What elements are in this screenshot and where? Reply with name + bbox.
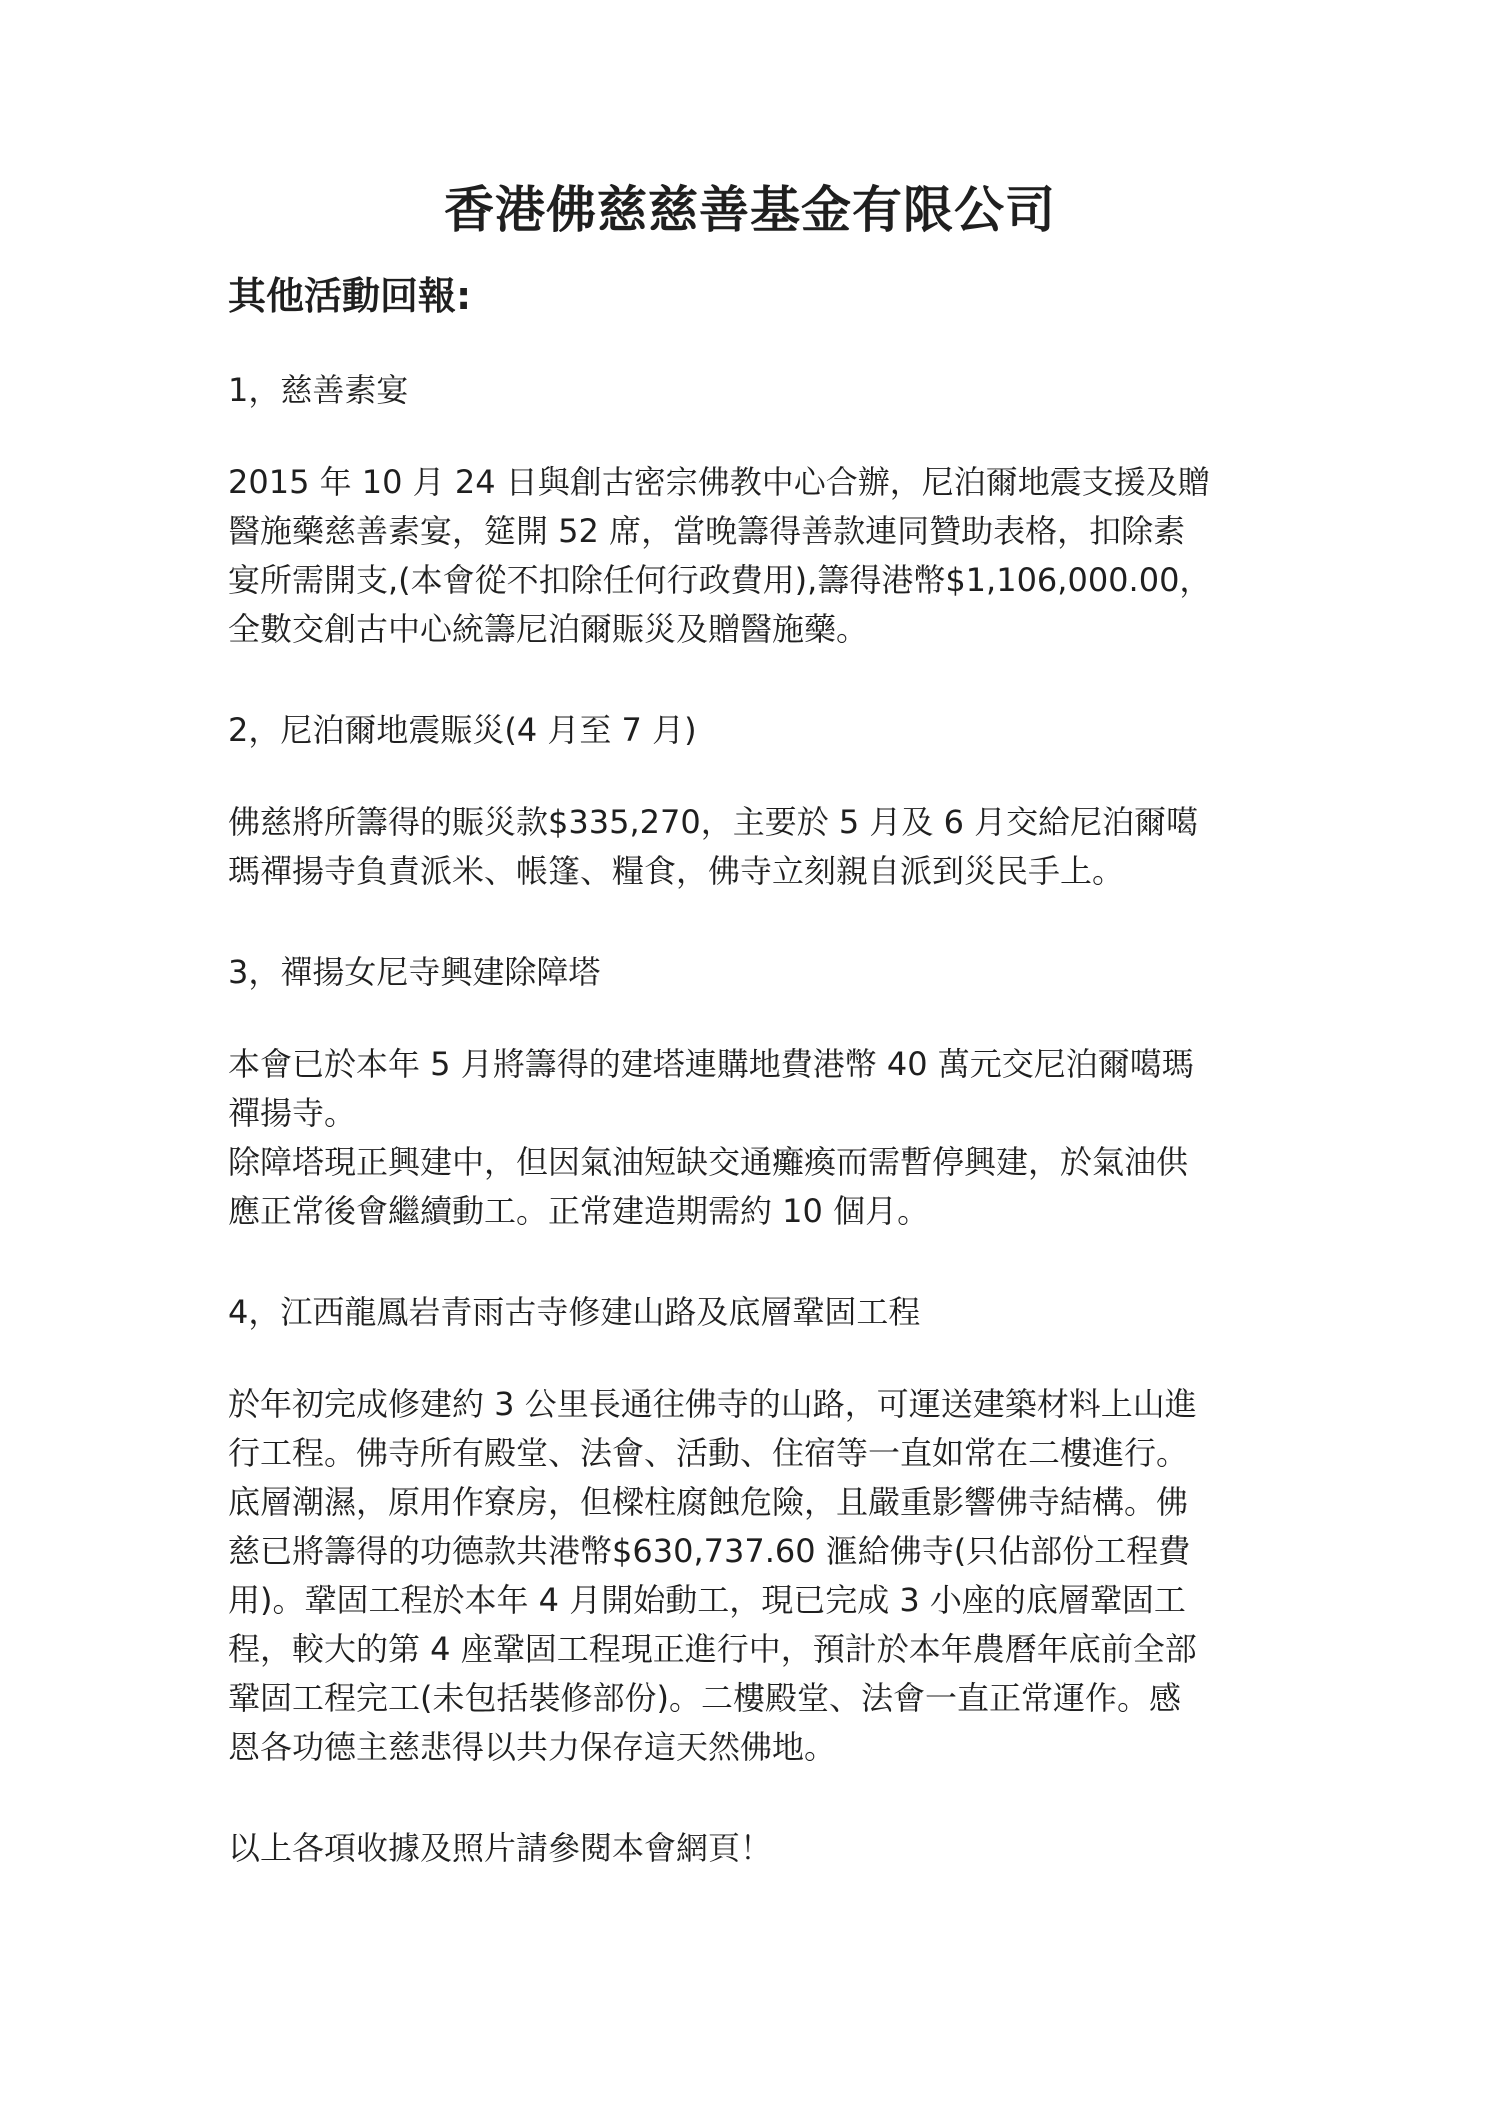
paragraph-line: 佛慈將所籌得的賑災款$335,270，主要於 5 月及 6 月交給尼泊爾噶 [228,803,1199,841]
paragraph-line: 宴所需開支,(本會從不扣除任何行政費用),籌得港幣$1,106,000.00， [228,561,1212,599]
document-title: 香港佛慈慈善基金有限公司 [444,181,1056,239]
item-paragraph-3 [228,1040,1288,1236]
paragraph-line: 禪揚寺。 [228,1094,357,1132]
item-title-1: 1，慈善素宴 [228,371,409,409]
paragraph-line: 於年初完成修建約 3 公里長通往佛寺的山路，可運送建築材料上山進 [228,1385,1197,1423]
paragraph-line: 應正常後會繼續動工。正常建造期需約 10 個月。 [228,1192,930,1230]
paragraph-line: 慈已將籌得的功德款共港幣$630,737.60 滙給佛寺(只佔部份工程費 [228,1532,1191,1570]
section-heading: 其他活動回報: [228,274,472,318]
item-paragraph-4 [228,1380,1288,1772]
item-title-2: 2，尼泊爾地震賑災(4 月至 7 月) [228,711,697,749]
paragraph-line: 除障塔現正興建中，但因氣油短缺交通癱瘓而需暫停興建，於氣油供 [228,1143,1189,1181]
paragraph-line: 底層潮濕，原用作寮房，但樑柱腐蝕危險，且嚴重影響佛寺結構。佛 [228,1483,1189,1521]
paragraph-line: 2015 年 10 月 24 日與創古密宗佛教中心合辦，尼泊爾地震支援及贈 [228,463,1210,501]
paragraph-line: 全數交創古中心統籌尼泊爾賑災及贈醫施藥。 [228,610,869,648]
item-title-3: 3，禪揚女尼寺興建除障塔 [228,953,601,991]
paragraph-line: 瑪禪揚寺負責派米、帳篷、糧食，佛寺立刻親自派到災民手上。 [228,852,1125,890]
paragraph-line: 行工程。佛寺所有殿堂、法會、活動、住宿等一直如常在二樓進行。 [228,1434,1189,1472]
item-title-4: 4，江西龍鳳岩青雨古寺修建山路及底層鞏固工程 [228,1293,921,1331]
document-body [228,368,1288,1870]
paragraph-line: 程，較大的第 4 座鞏固工程現正進行中，預計於本年農曆年底前全部 [228,1630,1197,1668]
paragraph-line: 本會已於本年 5 月將籌得的建塔連購地費港幣 40 萬元交尼泊爾噶瑪 [228,1045,1194,1083]
closing-note: 以上各項收據及照片請參閱本會網頁！ [228,1829,773,1867]
paragraph-line: 恩各功德主慈悲得以共力保存這天然佛地。 [228,1728,837,1766]
paragraph-line: 鞏固工程完工(未包括裝修部份)。二樓殿堂、法會一直正常運作。感 [228,1679,1181,1717]
item-paragraph-2 [228,798,1288,896]
paragraph-line: 用)。鞏固工程於本年 4 月開始動工，現已完成 3 小座的底層鞏固工 [228,1581,1186,1619]
item-paragraph-1 [228,458,1288,654]
paragraph-line: 醫施藥慈善素宴，筵開 52 席，當晚籌得善款連同贊助表格，扣除素 [228,512,1186,550]
